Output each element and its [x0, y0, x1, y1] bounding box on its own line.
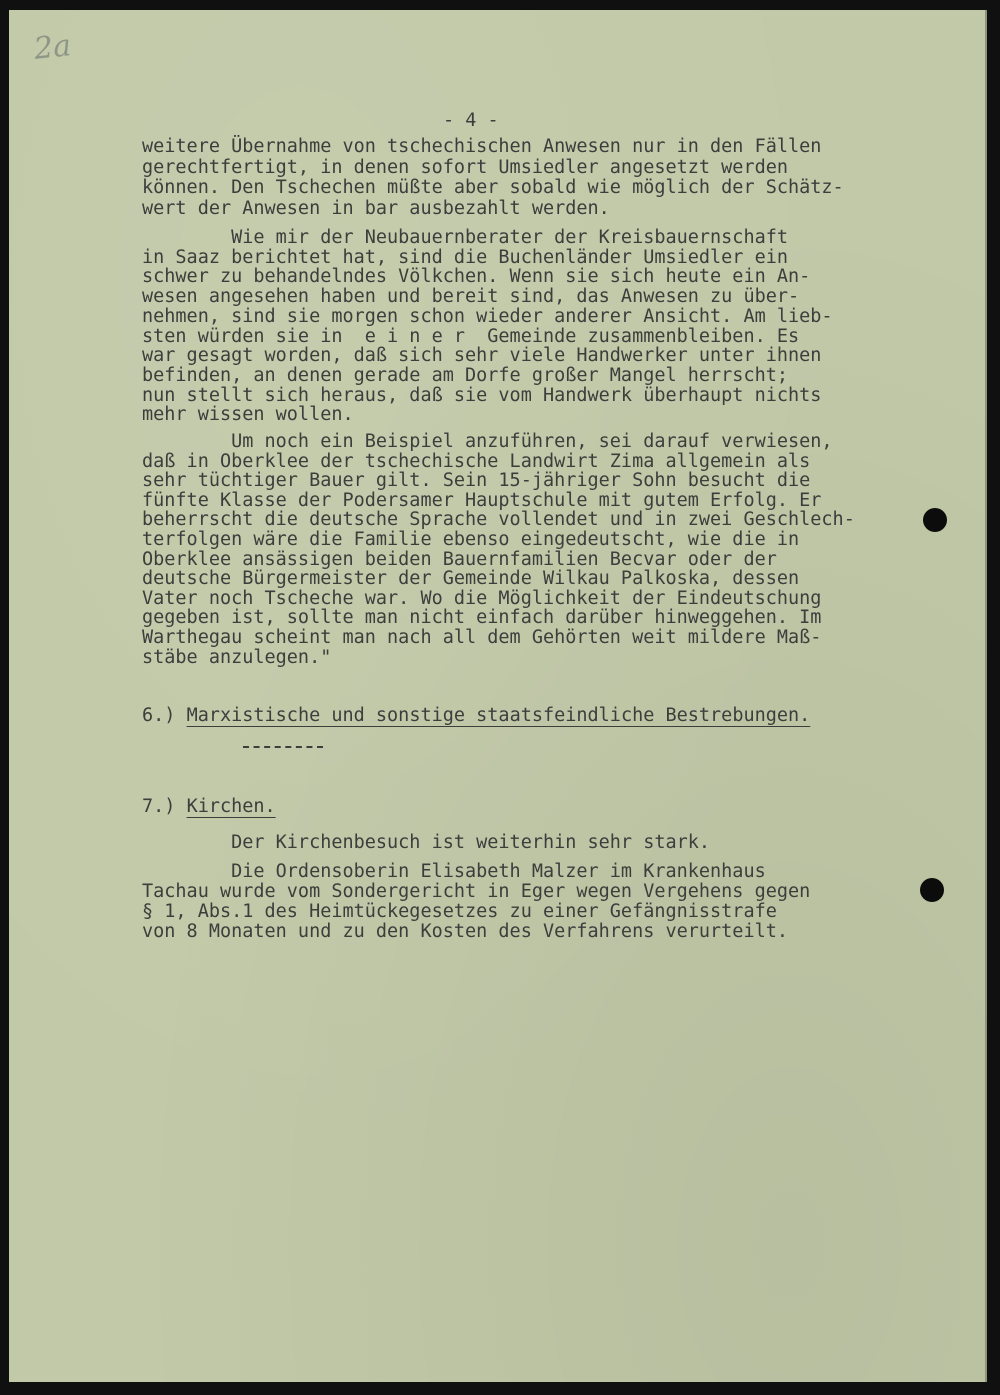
section-7-number: 7.) — [142, 796, 187, 817]
section-6-number: 6.) — [142, 705, 187, 726]
section-6-dash-line — [243, 746, 323, 748]
section-6-title: Marxistische und sonstige staatsfeindliche Bestrebungen. — [186, 705, 811, 726]
paragraph-3: Um noch ein Beispiel anzuführen, sei darauf verwiesen, daß in Oberklee der tschechische Landwirt Zima allgemein als sehr tüchtiger Bauer gilt. Sein 15-jähriger Sohn besucht die fünfte Klasse der Podersamer Hauptschule mit gutem Erfolg. Er beherrscht die deutsche Sprache vollendet und in zwei Geschlech- terfolgen wäre die Familie ebenso eingedeutscht, wie die in Oberklee ansässigen beiden Bauernfamilien Becvar oder der deutsche Bürgermeister der Gemeinde Wilkau Palkoska, dessen Vater noch Tscheche war. Wo die Möglichkeit der Eindeutschung gegeben ist, sollte man nicht einfach darüber hinweggehen. Im Warthegau scheint man nach all dem Gehörten weit mildere Maß- stäbe anzulegen." — [142, 431, 855, 668]
page-number: - 4 - — [443, 110, 499, 131]
paragraph-5: Die Ordensoberin Elisabeth Malzer im Krankenhaus Tachau wurde vom Sondergericht in Eger wegen Vergehens gegen § 1, Abs.1 des Heimtückegesetzes zu einer Gefängnisstrafe von 8 Monaten und zu den Kosten des Verfahrens verurteilt. — [142, 861, 811, 942]
paragraph-2: Wie mir der Neubauernberater der Kreisbauernschaft in Saaz berichtet hat, sind die Buchenländer Umsiedler ein schwer zu behandelndes Völkchen. Wenn sie sich heute ein An- wesen angesehen haben und bereit sind, das Anwesen zu über- nehmen, sind sie morgen schon wieder anderer Ansicht. Am lieb- sten würden sie in e i n e r Gemeinde zusammenbleiben. Es war gesagt worden, daß sich sehr viele Handwerker unter ihnen befinden, an denen gerade am Dorfe großer Mangel herrscht; nun stellt sich heraus, daß sie vom Handwerk überhaupt nichts mehr wissen wollen. — [142, 227, 833, 426]
punch-hole — [923, 508, 947, 532]
section-7-heading — [142, 796, 276, 817]
punch-hole — [920, 878, 944, 902]
paragraph-1: weitere Übernahme von tschechischen Anwesen nur in den Fällen gerechtfertigt, in denen sofort Umsiedler angesetzt werden können. Den Tschechen müßte aber sobald wie möglich der Schätz- wert der Anwesen in bar ausbezahlt werden. — [142, 136, 844, 219]
handwritten-annotation: 2a — [32, 28, 73, 67]
section-7-title: Kirchen. — [186, 796, 276, 817]
paragraph-4: Der Kirchenbesuch ist weiterhin sehr stark. — [142, 832, 711, 853]
section-6-heading — [142, 705, 810, 726]
